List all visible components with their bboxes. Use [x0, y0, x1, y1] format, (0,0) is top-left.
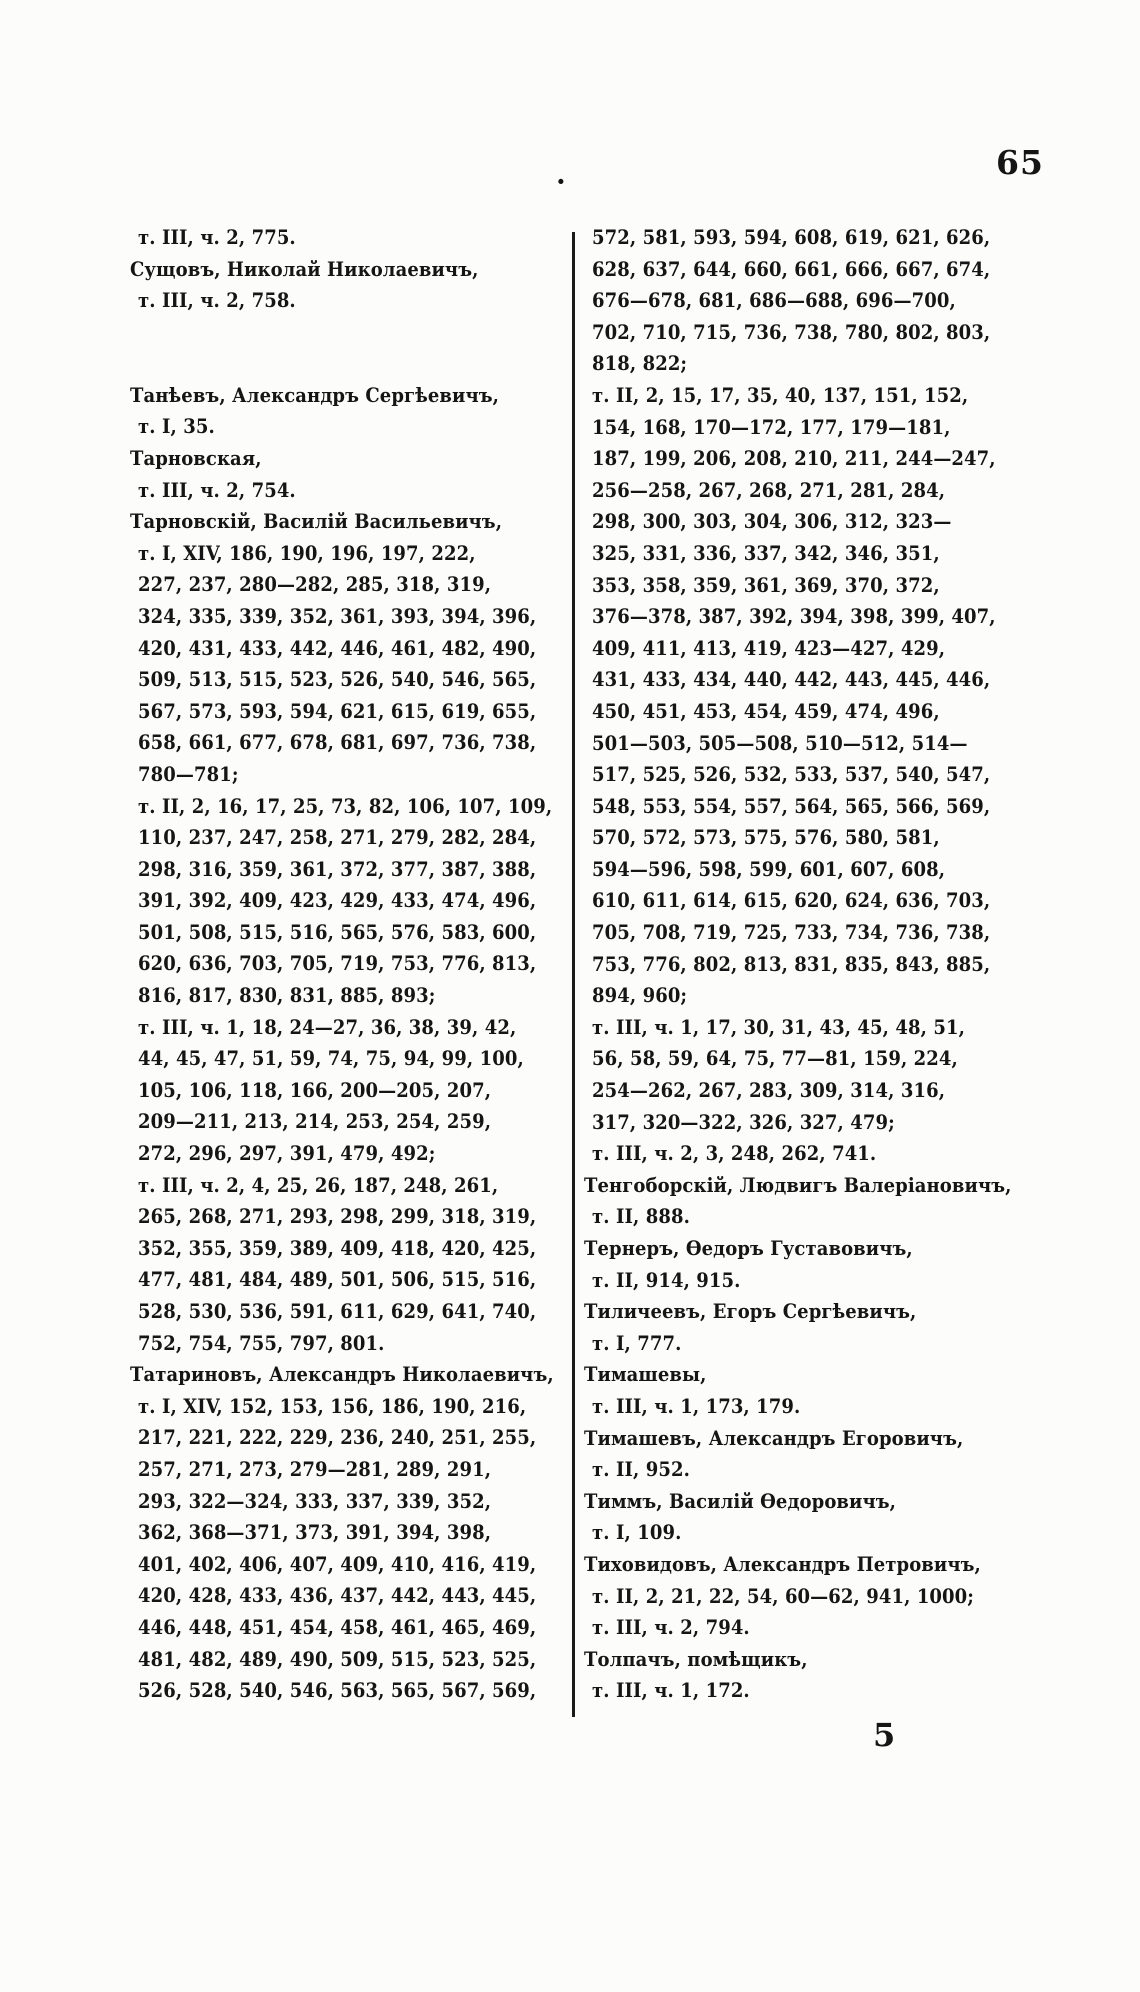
reference-line: т. III, ч. 1, 173, 179. — [592, 1393, 801, 1418]
reference-line: т. III, ч. 2, 758. — [138, 288, 296, 313]
heading-text: Сущовъ, Николай Николаевичъ, — [130, 256, 479, 281]
index-references — [130, 1170, 578, 1360]
heading-text: Танѣевъ, Александръ Сергѣевичъ, — [130, 382, 500, 407]
index-references — [584, 1265, 1032, 1297]
reference-line: т. II, 914, 915. — [592, 1267, 741, 1292]
reference-line: 298, 316, 359, 361, 372, 377, 387, 388, — [138, 856, 537, 881]
reference-line: 409, 411, 413, 419, 423—427, 429, — [592, 635, 946, 660]
reference-line: 780—781; — [138, 761, 239, 786]
index-references — [584, 1012, 1032, 1138]
reference-line: 628, 637, 644, 660, 661, 666, 667, 674, — [592, 256, 991, 281]
reference-line: т. III, ч. 2, 3, 248, 262, 741. — [592, 1141, 877, 1166]
heading-text: Тиммъ, Василій Ѳедоровичъ, — [584, 1488, 897, 1513]
reference-line: т. II, 2, 21, 22, 54, 60—62, 941, 1000; — [592, 1583, 975, 1608]
reference-line: 298, 300, 303, 304, 306, 312, 323— — [592, 509, 952, 534]
left-column — [130, 222, 578, 1707]
reference-line: 324, 335, 339, 352, 361, 393, 394, 396, — [138, 603, 537, 628]
reference-line: 56, 58, 59, 64, 75, 77—81, 159, 224, — [592, 1046, 958, 1071]
index-references — [130, 411, 578, 443]
index-references — [584, 380, 1032, 1012]
reference-line: 894, 960; — [592, 983, 688, 1008]
reference-line: 401, 402, 406, 407, 409, 410, 416, 419, — [138, 1551, 537, 1576]
index-references — [584, 1612, 1032, 1644]
reference-line: т. III, ч. 2, 794. — [592, 1615, 750, 1640]
index-references — [130, 791, 578, 1012]
index-heading — [130, 443, 578, 475]
reference-line: 44, 45, 47, 51, 59, 74, 75, 94, 99, 100, — [138, 1046, 524, 1071]
reference-line: 376—378, 387, 392, 394, 398, 399, 407, — [592, 604, 996, 629]
index-references — [584, 222, 1032, 380]
reference-line: 567, 573, 593, 594, 621, 615, 619, 655, — [138, 698, 537, 723]
reference-line: 391, 392, 409, 423, 429, 433, 474, 496, — [138, 888, 537, 913]
index-heading — [130, 380, 578, 412]
reference-line: 676—678, 681, 686—688, 696—700, — [592, 288, 956, 313]
heading-text: Тимашевы, — [584, 1362, 707, 1387]
reference-line: 187, 199, 206, 208, 210, 211, 244—247, — [592, 446, 996, 471]
reference-line: т. I, XIV, 186, 190, 196, 197, 222, — [138, 540, 476, 565]
reference-line: т. II, 2, 15, 17, 35, 40, 137, 151, 152, — [592, 382, 969, 407]
reference-line: 818, 822; — [592, 351, 688, 376]
index-heading — [130, 254, 578, 286]
reference-line: т. III, ч. 2, 4, 25, 26, 187, 248, 261, — [138, 1172, 499, 1197]
index-references — [584, 1517, 1032, 1549]
reference-line: т. I, 777. — [592, 1330, 682, 1355]
reference-line: 293, 322—324, 333, 337, 339, 352, — [138, 1488, 492, 1513]
index-heading — [584, 1296, 1032, 1328]
index-references — [584, 1138, 1032, 1170]
index-heading — [584, 1359, 1032, 1391]
reference-line: 362, 368—371, 373, 391, 394, 398, — [138, 1520, 492, 1545]
reference-line: 317, 320—322, 326, 327, 479; — [592, 1109, 895, 1134]
heading-text: Татариновъ, Александръ Николаевичъ, — [130, 1362, 554, 1387]
reference-line: 227, 237, 280—282, 285, 318, 319, — [138, 572, 492, 597]
heading-text: Тарновскій, Василій Васильевичъ, — [130, 509, 503, 534]
index-references — [584, 1675, 1032, 1707]
dot-mark: · — [556, 165, 566, 198]
reference-line: т. III, ч. 1, 17, 30, 31, 43, 45, 48, 51, — [592, 1014, 965, 1039]
reference-line: 105, 106, 118, 166, 200—205, 207, — [138, 1077, 492, 1102]
reference-line: 528, 530, 536, 591, 611, 629, 641, 740, — [138, 1299, 537, 1323]
reference-line: т. II, 952. — [592, 1457, 690, 1482]
reference-line: 254—262, 267, 283, 309, 314, 316, — [592, 1078, 946, 1103]
reference-line: т. II, 2, 16, 17, 25, 73, 82, 106, 107, 109, — [138, 793, 553, 818]
reference-line: т. III, ч. 2, 754. — [138, 477, 296, 502]
reference-line: 352, 355, 359, 389, 409, 418, 420, 425, — [138, 1235, 537, 1260]
reference-line: 257, 271, 273, 279—281, 289, 291, — [138, 1456, 492, 1481]
index-references — [584, 1454, 1032, 1486]
heading-text: Тернеръ, Ѳедоръ Густавовичъ, — [584, 1236, 913, 1260]
index-heading — [584, 1486, 1032, 1518]
reference-line: 501, 508, 515, 516, 565, 576, 583, 600, — [138, 919, 537, 944]
reference-line: 217, 221, 222, 229, 236, 240, 251, 255, — [138, 1425, 537, 1450]
reference-line: 572, 581, 593, 594, 608, 619, 621, 626, — [592, 225, 991, 249]
reference-line: 209—211, 213, 214, 253, 254, 259, — [138, 1109, 492, 1134]
reference-line: 477, 481, 484, 489, 501, 506, 515, 516, — [138, 1267, 537, 1292]
reference-line: 517, 525, 526, 532, 533, 537, 540, 547, — [592, 762, 991, 787]
reference-line: 265, 268, 271, 293, 298, 299, 318, 319, — [138, 1204, 537, 1229]
index-references — [584, 1581, 1032, 1613]
index-heading — [584, 1644, 1032, 1676]
index-references — [584, 1391, 1032, 1423]
right-column — [584, 222, 1032, 1707]
reference-line: 816, 817, 830, 831, 885, 893; — [138, 983, 436, 1008]
signature-mark: 5 — [873, 1716, 896, 1754]
section-gap — [130, 317, 578, 380]
reference-line: т. III, ч. 2, 775. — [138, 225, 296, 249]
reference-line: 705, 708, 719, 725, 733, 734, 736, 738, — [592, 920, 991, 945]
reference-line: 353, 358, 359, 361, 369, 370, 372, — [592, 572, 940, 597]
reference-line: т. II, 888. — [592, 1204, 690, 1229]
reference-line: 610, 611, 614, 615, 620, 624, 636, 703, — [592, 888, 991, 913]
reference-line: 702, 710, 715, 736, 738, 780, 802, 803, — [592, 319, 991, 344]
reference-line: 548, 553, 554, 557, 564, 565, 566, 569, — [592, 793, 991, 818]
reference-line: 753, 776, 802, 813, 831, 835, 843, 885, — [592, 951, 991, 976]
reference-line: т. III, ч. 1, 18, 24—27, 36, 38, 39, 42, — [138, 1014, 517, 1039]
reference-line: 481, 482, 489, 490, 509, 515, 523, 525, — [138, 1646, 537, 1671]
reference-line: т. I, 109. — [592, 1520, 682, 1545]
index-references — [130, 1012, 578, 1170]
reference-line: 658, 661, 677, 678, 681, 697, 736, 738, — [138, 730, 537, 755]
reference-line: т. I, XIV, 152, 153, 156, 186, 190, 216, — [138, 1393, 527, 1418]
index-references — [584, 1201, 1032, 1233]
reference-line: 752, 754, 755, 797, 801. — [138, 1330, 385, 1355]
index-references — [130, 475, 578, 507]
reference-line: 526, 528, 540, 546, 563, 565, 567, 569, — [138, 1678, 537, 1703]
reference-line: 420, 428, 433, 436, 437, 442, 443, 445, — [138, 1583, 537, 1608]
index-heading — [130, 506, 578, 538]
reference-line: 570, 572, 573, 575, 576, 580, 581, — [592, 825, 940, 850]
reference-line: 594—596, 598, 599, 601, 607, 608, — [592, 856, 946, 881]
index-heading — [130, 1359, 578, 1391]
heading-text: Тиховидовъ, Александръ Петровичъ, — [584, 1551, 981, 1576]
heading-text: Тимашевъ, Александръ Егоровичъ, — [584, 1425, 964, 1450]
reference-line: 450, 451, 453, 454, 459, 474, 496, — [592, 698, 940, 723]
reference-line: т. III, ч. 1, 172. — [592, 1678, 750, 1703]
index-references — [130, 1391, 578, 1707]
reference-line: 154, 168, 170—172, 177, 179—181, — [592, 414, 951, 439]
reference-line: 420, 431, 433, 442, 446, 461, 482, 490, — [138, 635, 537, 660]
index-references — [130, 285, 578, 317]
heading-text: Тарновская, — [130, 445, 262, 470]
index-heading — [584, 1423, 1032, 1455]
reference-line: 256—258, 267, 268, 271, 281, 284, — [592, 477, 946, 502]
index-heading — [584, 1549, 1032, 1581]
reference-line: 509, 513, 515, 523, 526, 540, 546, 565, — [138, 667, 537, 692]
reference-line: 446, 448, 451, 454, 458, 461, 465, 469, — [138, 1614, 537, 1639]
reference-line: 325, 331, 336, 337, 342, 346, 351, — [592, 540, 940, 565]
reference-line: 501—503, 505—508, 510—512, 514— — [592, 730, 968, 755]
index-references — [130, 538, 578, 791]
column-divider — [572, 232, 575, 1717]
heading-text: Толпачъ, помѣщикъ, — [584, 1646, 808, 1671]
heading-text: Тенгоборскій, Людвигъ Валеріановичъ, — [584, 1172, 1012, 1197]
page-number: 65 — [996, 143, 1044, 182]
index-references — [130, 222, 578, 254]
reference-line: т. I, 35. — [138, 414, 215, 439]
heading-text: Тиличеевъ, Егоръ Сергѣевичъ, — [584, 1299, 917, 1324]
reference-line: 431, 433, 434, 440, 442, 443, 445, 446, — [592, 667, 991, 692]
reference-line: 272, 296, 297, 391, 479, 492; — [138, 1141, 436, 1166]
index-heading — [584, 1170, 1032, 1202]
reference-line: 620, 636, 703, 705, 719, 753, 776, 813, — [138, 951, 537, 976]
index-references — [584, 1328, 1032, 1360]
reference-line: 110, 237, 247, 258, 271, 279, 282, 284, — [138, 825, 537, 850]
index-heading — [584, 1233, 1032, 1265]
